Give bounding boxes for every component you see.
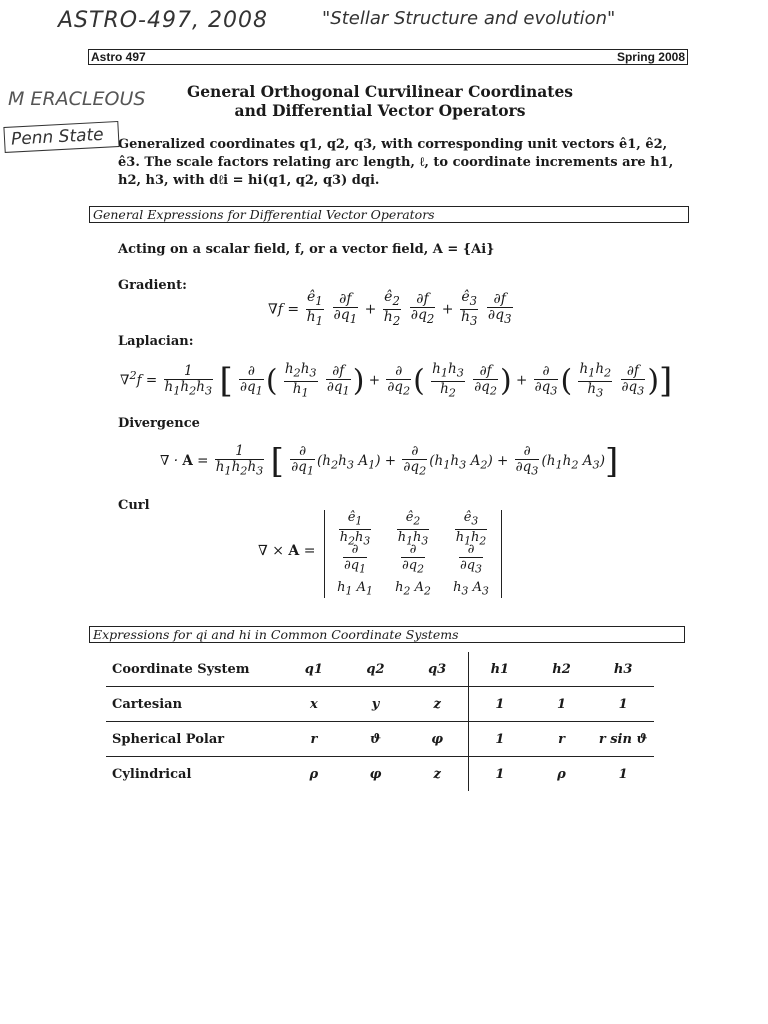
handwritten-subtitle: "Stellar Structure and evolution" — [322, 8, 616, 29]
det-d2: $\frac{\partial}{\partial q_2}$ — [402, 542, 424, 576]
laplacian-equation: ∇$^2$f = $\frac{1}{h_1h_2h_3}$ [ $\frac{\partial}{\partial q_1}$ ( $\frac{h_2h_3}{h_1}$ $\frac{\partial f}{\partial q_1}$ ) + $\frac{\partial}{\partial q_2}$ ( $\frac{h_1h_3}{h_2}$ $\frac{\partial f}{\partial q_2}$ ) + $\frac{\partial}{\partial q_3}$ ( $\frac{h_1h_2}{h_3}$ $\frac{\partial f}{\partial q_3}$ )] — [120, 361, 673, 402]
table-header: h1 — [469, 652, 531, 687]
det-d1: $\frac{\partial}{\partial q_1}$ — [344, 542, 366, 576]
table-header: h3 — [592, 652, 654, 687]
curl-label: Curl — [118, 498, 150, 513]
det-a3: $h_3$ $A_3$ — [453, 580, 489, 598]
det-e2: $\frac{ê_2}{h_1h_3}$ — [397, 510, 429, 548]
table-cell: 1 — [469, 687, 531, 722]
title-line-1: General Orthogonal Curvilinear Coordinates — [186, 82, 574, 101]
det-d3: $\frac{\partial}{\partial q_3}$ — [460, 542, 482, 576]
table-header: h2 — [531, 652, 593, 687]
table-row — [106, 757, 654, 792]
intro-paragraph: Generalized coordinates q1, q2, q3, with corresponding unit vectors ê1, ê2, ê3. The scale factors relating arc length, ℓ, to coordinate increments are h1, h2, h3, with dℓi = hi(q1, q2, q3) dqi. — [118, 137, 674, 188]
table-cell: ϑ — [345, 722, 407, 757]
table-cell: Cartesian — [106, 687, 283, 722]
table-header: Coordinate System — [106, 652, 283, 687]
gradient-equation: ∇f = $\frac{ê_1}{h_1}$ $\frac{\partial f}{\partial q_1}$ + $\frac{ê_2}{h_2}$ $\frac{\partial f}{\partial q_2}$ + $\frac{ê_3}{h_3}$ $\frac{\partial f}{\partial q_3}$ — [268, 289, 512, 328]
table-cell: y — [345, 687, 407, 722]
course-label: Astro 497 — [91, 50, 146, 64]
table-cell: Cylindrical — [112, 766, 192, 782]
table-row — [106, 722, 654, 757]
term-label: Spring 2008 — [616, 50, 685, 64]
table-cell: r sin ϑ — [592, 722, 654, 757]
divergence-label: Divergence — [118, 416, 200, 431]
page-title — [100, 82, 660, 120]
table-cell: z — [406, 687, 468, 722]
table-cell: 1 — [531, 687, 593, 722]
table-header: q2 — [345, 652, 407, 687]
header-bar — [88, 49, 688, 65]
handwritten-name: M ERACLEOUS — [8, 88, 146, 110]
curl-lhs: ∇ × A = — [258, 543, 316, 559]
det-e3: $\frac{ê_3}{h_1h_2}$ — [455, 510, 487, 548]
title-line-2: and Differential Vector Operators — [234, 101, 526, 120]
acting-text: Acting on a scalar field, f, or a vector field, A = {Ai} — [118, 242, 495, 257]
laplacian-label: Laplacian: — [118, 334, 194, 349]
table-cell: 1 — [469, 722, 531, 757]
table-header-row — [106, 652, 654, 687]
det-e1: $\frac{ê_1}{h_2h_3}$ — [339, 510, 371, 548]
table-cell: r — [531, 722, 593, 757]
table-header: q3 — [406, 652, 468, 687]
handwritten-tag: Penn State — [3, 121, 119, 153]
gradient-label: Gradient: — [118, 278, 187, 293]
table-cell: 1 — [592, 687, 654, 722]
coordinate-table — [106, 652, 654, 791]
table-cell: φ — [406, 722, 468, 757]
table-header: q1 — [283, 652, 345, 687]
table-row — [106, 687, 654, 722]
table-cell: z — [406, 757, 468, 792]
table-cell: 1 — [618, 766, 628, 782]
table-cell: ρ — [557, 766, 566, 782]
handwritten-course: ASTRO-497, 2008 — [58, 8, 268, 33]
divergence-equation: ∇ · A = $\frac{1}{h_1h_2h_3}$ [ $\frac{\partial}{\partial q_1}$ ($h_2h_3$ $A_1$) + $\frac{\partial}{\partial q_2}$ ($h_1h_3$ $A_2$) + $\frac{\partial}{\partial q_3}$ ($h_1h_2$ $A_3$)] — [160, 441, 619, 482]
table-cell: φ — [369, 766, 382, 782]
table-cell: r — [283, 722, 345, 757]
det-a2: $h_2$ $A_2$ — [395, 580, 431, 598]
table-cell: 1 — [495, 766, 505, 782]
table-cell: x — [283, 687, 345, 722]
section-heading-coordinates: Expressions for qi and hi in Common Coordinate Systems — [89, 626, 685, 643]
table-cell: ρ — [309, 766, 319, 782]
section-heading-operators: General Expressions for Differential Vector Operators — [89, 206, 689, 223]
table-cell: Spherical Polar — [106, 722, 283, 757]
curl-determinant — [324, 510, 502, 598]
det-a1: $h_1$ $A_1$ — [337, 580, 373, 598]
